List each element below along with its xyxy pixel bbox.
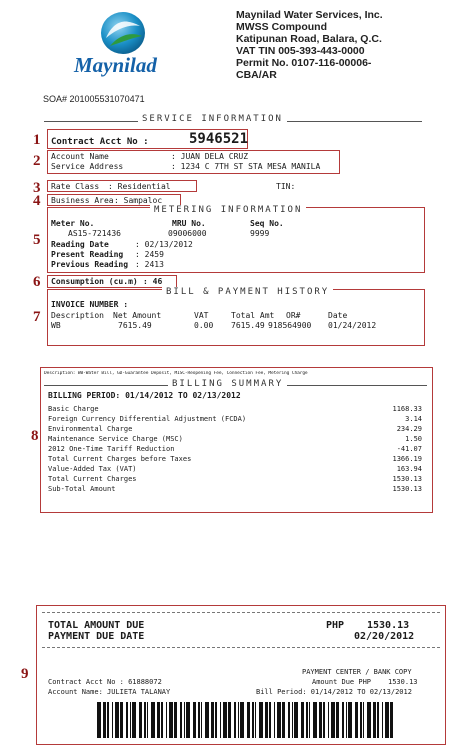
stub-contract-acct: Contract Acct No : 61888072: [48, 678, 162, 686]
history-col-total-amt: Total Amt: [231, 311, 275, 320]
contract-acct-number: 5946521: [189, 131, 249, 147]
barcode-bar: [107, 702, 109, 738]
barcode-bar: [120, 702, 123, 738]
barcode-bar: [265, 702, 268, 738]
history-row-net-amount: 7615.49: [118, 321, 152, 330]
account-name-label: Account Name: [51, 152, 109, 161]
rate-class-label: Rate Class: [51, 182, 100, 191]
barcode-bar: [220, 702, 221, 738]
barcode-bar: [348, 702, 352, 738]
history-row-date: 01/24/2012: [328, 321, 377, 330]
barcode-bar: [323, 702, 325, 738]
barcode-bar: [306, 702, 308, 738]
stub-bill-period: Bill Period: 01/14/2012 TO 02/13/2012: [256, 688, 412, 696]
barcode-bar: [294, 702, 298, 738]
barcode-bar: [292, 702, 293, 738]
history-col-vat: VAT: [194, 311, 209, 320]
summary-item-label: Environmental Charge: [48, 425, 133, 433]
company-vat-tin: VAT TIN 005-393-443-0000: [236, 45, 365, 57]
payment-center-copy-label: PAYMENT CENTER / BANK COPY: [302, 668, 412, 676]
marker-7: 7: [33, 309, 41, 325]
previous-reading-value: : 2413: [135, 260, 164, 269]
business-area-value: : Sampaloc: [114, 196, 163, 205]
barcode-bar: [277, 702, 281, 738]
summary-item-amount: 1530.13: [392, 475, 422, 483]
service-info-title: SERVICE INFORMATION: [138, 114, 287, 124]
marker-2: 2: [33, 153, 41, 169]
history-row-total-amt: 7615.49: [231, 321, 265, 330]
description-legend: Description: WB-Water Bill, GD-Guarantee Deposit, MISC-Reopening Fee, Connection Fee, Metering Charge: [44, 371, 308, 376]
company-address: Katipunan Road, Balara, Q.C.: [236, 33, 382, 45]
barcode-bar: [151, 702, 155, 738]
barcode-bar: [184, 702, 185, 738]
barcode-bar: [169, 702, 173, 738]
metering-info-title: METERING INFORMATION: [150, 205, 306, 215]
barcode-bar: [247, 702, 250, 738]
company-name: Maynilad Water Services, Inc.: [236, 9, 383, 21]
total-amount-due-label: TOTAL AMOUNT DUE: [48, 620, 145, 631]
history-row-vat: 0.00: [194, 321, 214, 330]
contract-acct-label: Contract Acct No :: [51, 137, 149, 147]
barcode-bar: [259, 702, 263, 738]
total-currency: PHP: [326, 620, 345, 631]
barcode-bar: [234, 702, 236, 738]
maynilad-logo: [96, 8, 150, 56]
barcode-bar: [223, 702, 227, 738]
barcode-bar: [205, 702, 209, 738]
service-address-value: : 1234 C 7TH ST STA MESA MANILA: [171, 162, 321, 171]
barcode-bar: [331, 702, 335, 738]
barcode-bar: [132, 702, 136, 738]
marker-6: 6: [33, 274, 41, 290]
previous-reading-label: Previous Reading: [51, 260, 129, 269]
rate-class-value: : Residential: [108, 182, 171, 191]
barcode-bar: [201, 702, 202, 738]
summary-item-amount: 1168.33: [392, 405, 422, 413]
barcode-bar: [382, 702, 383, 738]
soa-number: SOA# 201005531070471: [43, 94, 145, 104]
barcode-bar: [103, 702, 106, 738]
barcode-bar: [240, 702, 244, 738]
barcode-bar: [342, 702, 344, 738]
barcode-bar: [282, 702, 285, 738]
marker-9: 9: [21, 666, 29, 682]
seq-no-label: Seq No.: [250, 219, 284, 228]
water-drop-logo-icon: [96, 8, 150, 56]
summary-item-label: Basic Charge: [48, 405, 99, 413]
marker-1: 1: [33, 132, 41, 148]
barcode-bar: [238, 702, 239, 738]
barcode-bar: [215, 702, 217, 738]
barcode: [95, 700, 395, 740]
summary-item-amount: 3.14: [405, 415, 422, 423]
history-col-description: Description: [51, 311, 104, 320]
barcode-bar: [328, 702, 329, 738]
reading-date-label: Reading Date: [51, 240, 109, 249]
reading-date-value: : 02/13/2012: [135, 240, 193, 249]
marker-4: 4: [33, 193, 41, 209]
barcode-bar: [97, 702, 101, 738]
company-permit-cont: CBA/AR: [236, 69, 277, 81]
barcode-bar: [313, 702, 317, 738]
company-info: [236, 9, 383, 81]
consumption-value: : 46: [143, 277, 163, 286]
account-name-value: : JUAN DELA CRUZ: [171, 152, 249, 161]
barcode-bar: [363, 702, 364, 738]
barcode-bar: [126, 702, 128, 738]
invoice-number-label: INVOICE NUMBER :: [51, 300, 129, 309]
summary-item-amount: 1.50: [405, 435, 422, 443]
summary-item-amount: -41.07: [396, 445, 422, 453]
barcode-bar: [174, 702, 177, 738]
barcode-bar: [274, 702, 275, 738]
barcode-bar: [157, 702, 160, 738]
barcode-bar: [186, 702, 190, 738]
summary-item-label: Total Current Charges: [48, 475, 137, 483]
history-row-description: WB: [51, 321, 61, 330]
summary-item-label: Total Current Charges before Taxes: [48, 455, 192, 463]
barcode-bar: [130, 702, 131, 738]
barcode-bar: [346, 702, 347, 738]
mru-no-label: MRU No.: [172, 219, 206, 228]
summary-item-label: Maintenance Service Charge (MSC): [48, 435, 183, 443]
summary-item-amount: 1366.19: [392, 455, 422, 463]
consumption-label: Consumption (cu.m): [51, 277, 138, 286]
barcode-bar: [144, 702, 146, 738]
summary-item-label: Foreign Currency Differential Adjustment (FCDA): [48, 415, 247, 423]
summary-item-label: Value-Added Tax (VAT): [48, 465, 137, 473]
barcode-bar: [390, 702, 393, 738]
history-col-or: OR#: [286, 311, 301, 320]
billing-period: BILLING PERIOD: 01/14/2012 TO 02/13/2012: [48, 391, 241, 400]
barcode-bar: [139, 702, 142, 738]
summary-item-amount: 1530.13: [392, 485, 422, 493]
marker-8: 8: [31, 428, 39, 444]
meter-no-label: Meter No.: [51, 219, 95, 228]
tin-label: TIN:: [276, 182, 296, 191]
summary-item-amount: 234.29: [396, 425, 422, 433]
meter-no-value: AS15-721436: [68, 229, 121, 238]
barcode-bar: [228, 702, 231, 738]
stub-amount-due-value: 1530.13: [388, 678, 418, 686]
summary-item-label: Sub-Total Amount: [48, 485, 116, 493]
present-reading-label: Present Reading: [51, 250, 124, 259]
barcode-bar: [319, 702, 322, 738]
barcode-bar: [255, 702, 256, 738]
barcode-bar: [211, 702, 214, 738]
barcode-bar: [147, 702, 148, 738]
company-compound: MWSS Compound: [236, 21, 327, 33]
barcode-bar: [309, 702, 310, 738]
marker-3: 3: [33, 180, 41, 196]
payment-due-date-label: PAYMENT DUE DATE: [48, 631, 145, 642]
barcode-bar: [269, 702, 271, 738]
barcode-bar: [336, 702, 339, 738]
history-row-or: 918564900: [268, 321, 312, 330]
barcode-bar: [367, 702, 371, 738]
payment-due-date-value: 02/20/2012: [354, 631, 415, 642]
barcode-bar: [166, 702, 167, 738]
stub-account-name: Account Name: JULIETA TALANAY: [48, 688, 171, 696]
barcode-bar: [377, 702, 379, 738]
barcode-bar: [360, 702, 362, 738]
barcode-bar: [198, 702, 200, 738]
total-amount-due-value: 1530.13: [367, 620, 410, 631]
present-reading-value: : 2459: [135, 250, 164, 259]
summary-item-label: 2012 One-Time Tariff Reduction: [48, 445, 175, 453]
stub-top-dashes: [42, 612, 440, 613]
brand-name: Maynilad: [74, 53, 157, 77]
service-address-label: Service Address: [51, 162, 124, 171]
barcode-bar: [301, 702, 304, 738]
history-title: BILL & PAYMENT HISTORY: [162, 287, 333, 297]
stub-mid-dashes: [42, 647, 440, 648]
billing-summary-title: BILLING SUMMARY: [168, 379, 287, 389]
company-permit: Permit No. 0107-116-00006-: [236, 57, 372, 69]
barcode-bar: [161, 702, 163, 738]
barcode-bar: [193, 702, 196, 738]
barcode-bar: [252, 702, 254, 738]
business-area-label: Business Area: [51, 196, 114, 205]
barcode-bar: [112, 702, 113, 738]
seq-no-value: 9999: [250, 229, 270, 238]
barcode-bar: [288, 702, 290, 738]
history-col-net-amount: Net Amount: [113, 311, 162, 320]
barcode-bar: [373, 702, 376, 738]
mru-no-value: 09006000: [168, 229, 207, 238]
marker-5: 5: [33, 232, 41, 248]
history-col-date: Date: [328, 311, 348, 320]
barcode-bar: [115, 702, 119, 738]
barcode-bar: [180, 702, 182, 738]
barcode-icon: [95, 700, 395, 740]
summary-item-amount: 163.94: [396, 465, 422, 473]
barcode-bar: [355, 702, 358, 738]
stub-amount-due-label: Amount Due PHP: [312, 678, 372, 686]
barcode-bar: [385, 702, 389, 738]
